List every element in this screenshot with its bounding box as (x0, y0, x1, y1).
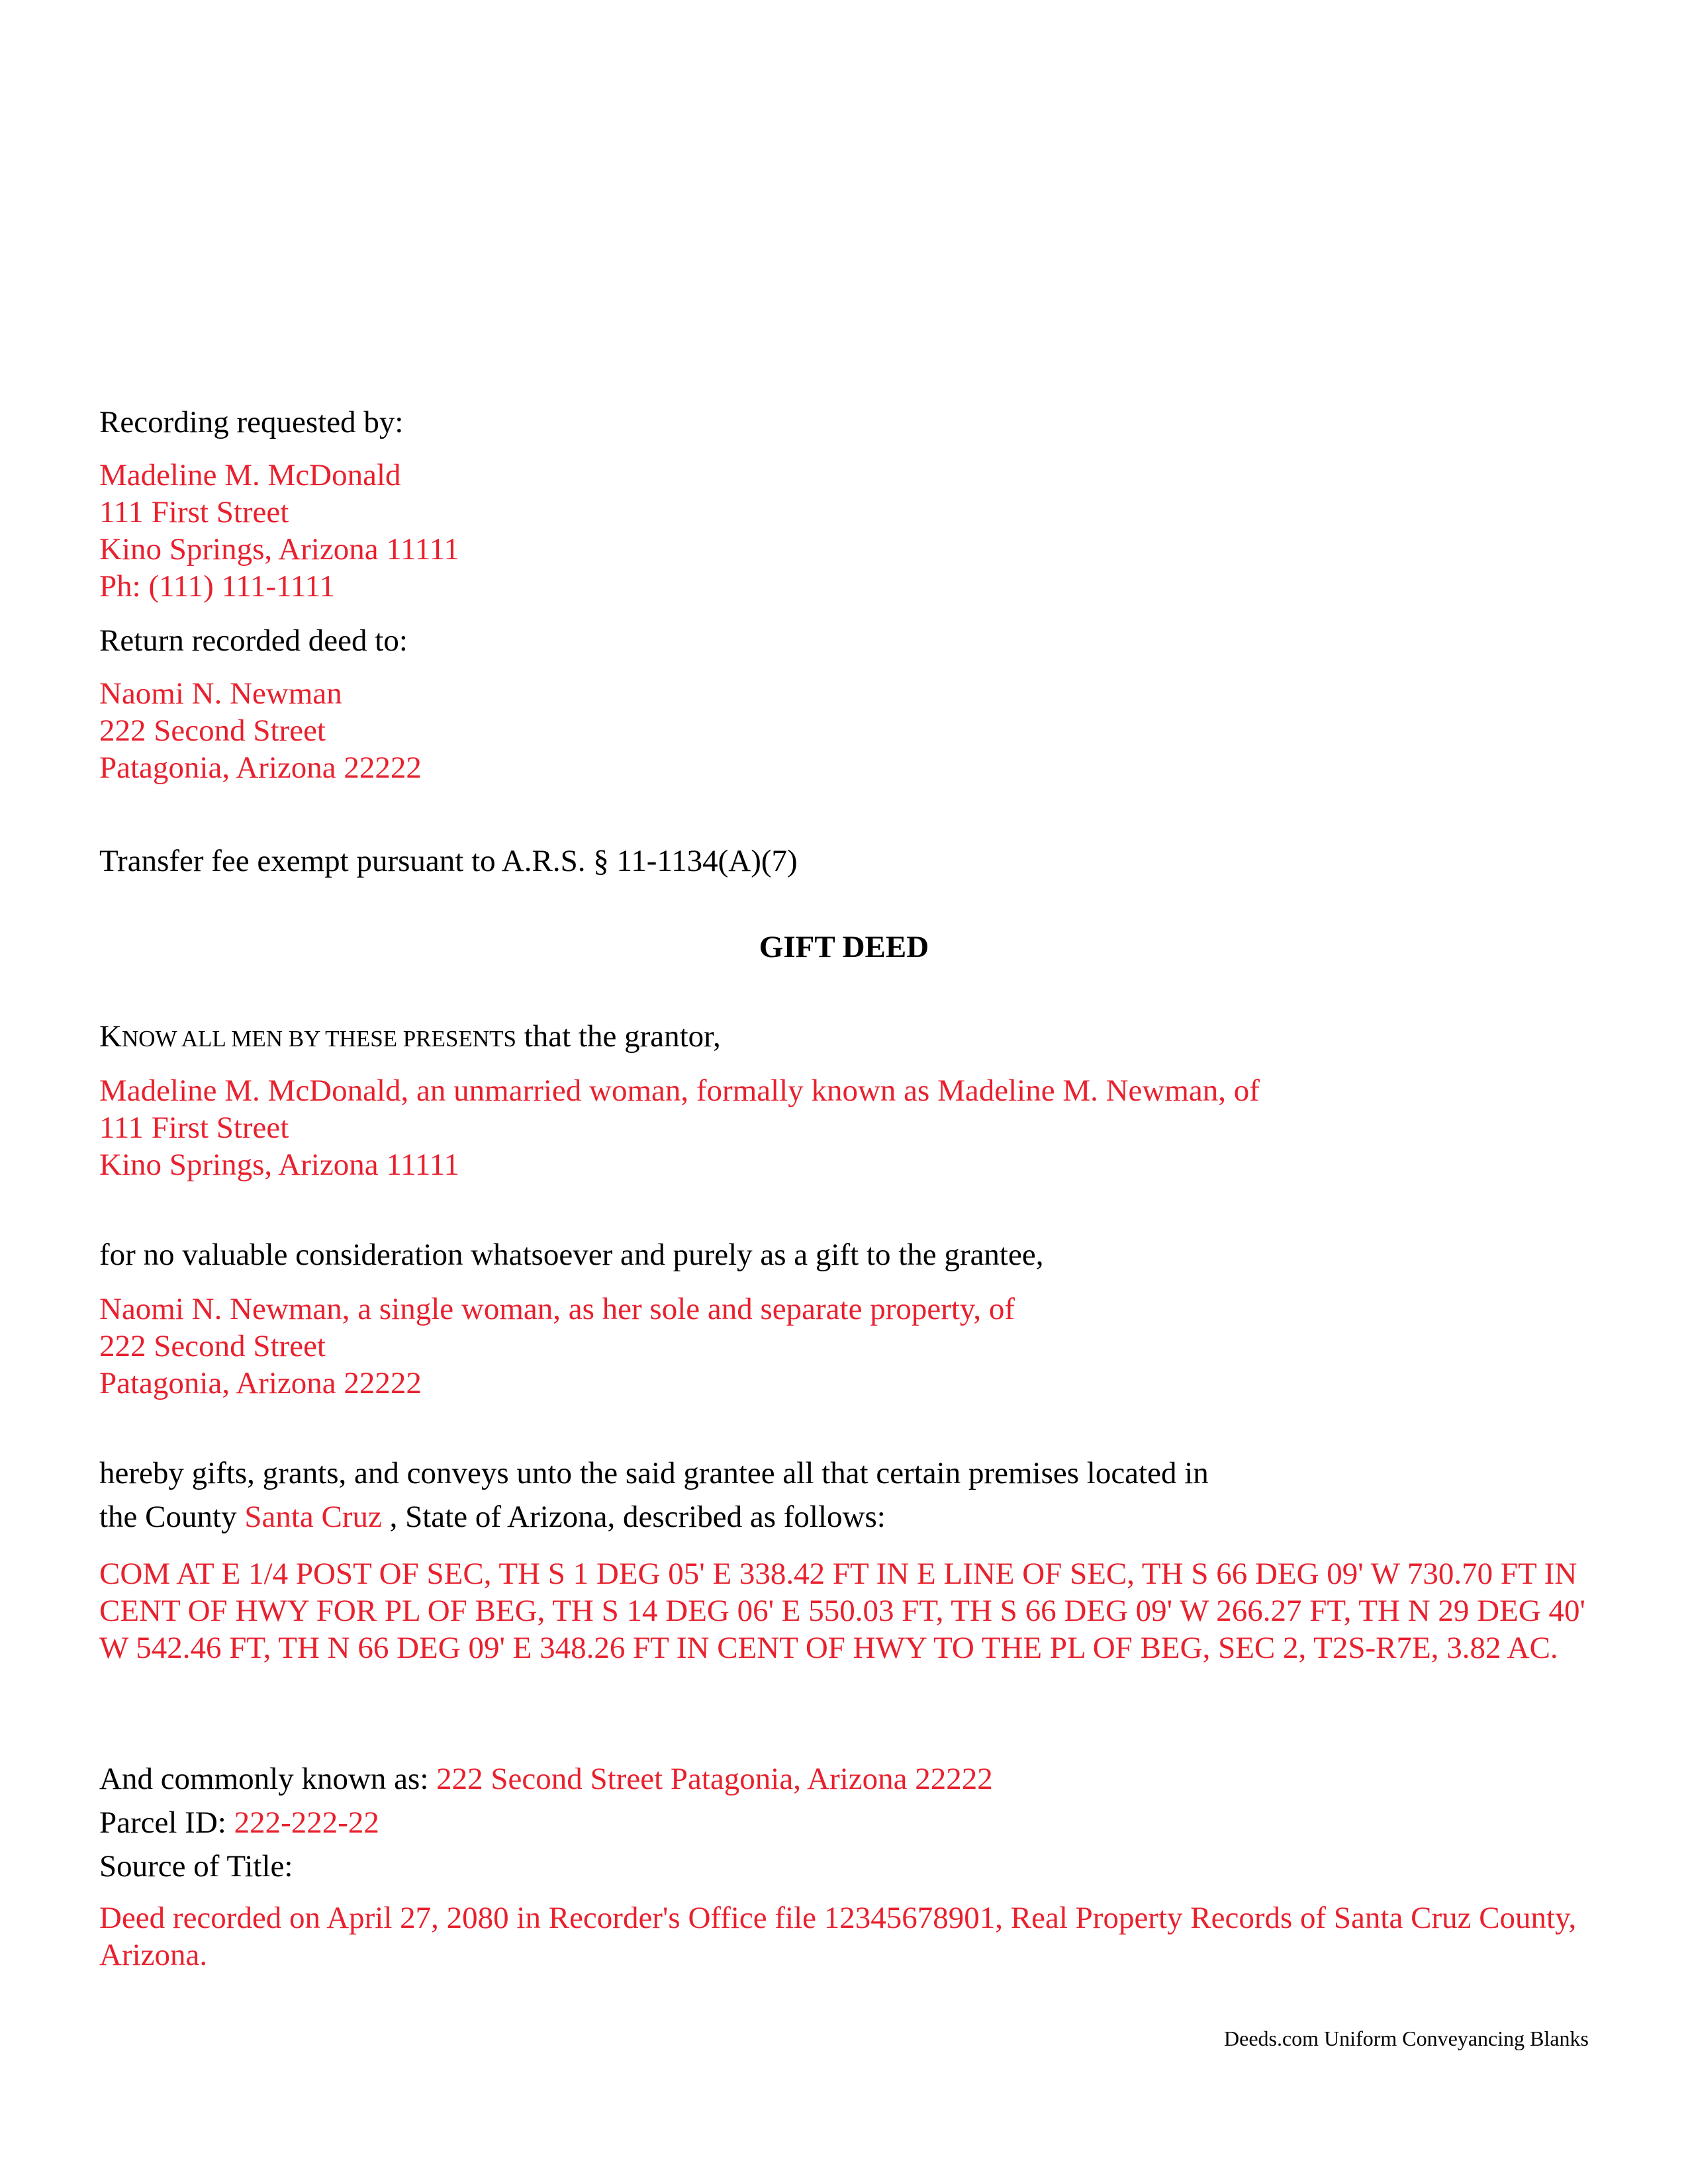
requester-phone: Ph: (111) 111-1111 (99, 569, 335, 604)
return-name: Naomi N. Newman (99, 676, 342, 711)
consideration-clause: for no valuable consideration whatsoever and purely as a gift to the grantee, (99, 1238, 1044, 1272)
grantee-name: Naomi N. Newman, a single woman, as her sole and separate property, of (99, 1292, 1015, 1326)
legal-description: COM AT E 1/4 POST OF SEC, TH S 1 DEG 05' E 338.42 FT IN E LINE OF SEC, TH S 66 DEG 09' W 730.70 FT IN CENT OF HWY FOR PL OF BEG, TH S 14 DEG 06' E 550.03 FT, TH S 66 DEG 09' W 266.27 FT, TH N 29 DEG 40' W 542.46 FT, TH N 66 DEG 09' E 348.26 FT IN CENT OF HWY TO THE PL OF BEG, SEC 2, T2S-R7E, 3.82 AC. (99, 1557, 1585, 1665)
transfer-fee-statement: Transfer fee exempt pursuant to A.R.S. § 11-1134(A)(7) (99, 844, 798, 878)
know-all-men-clause (99, 1018, 721, 1058)
parcel-id-line (99, 1804, 379, 1841)
commonly-known-label: And commonly known as: (99, 1762, 437, 1796)
county-line (99, 1498, 886, 1535)
county-suffix: , State of Arizona, described as follows: (381, 1500, 886, 1534)
grantee-block (99, 1291, 1015, 1402)
parcel-id-label: Parcel ID: (99, 1805, 234, 1840)
recording-requested-label: Recording requested by: (99, 405, 404, 439)
commonly-known-value: 222 Second Street Patagonia, Arizona 22222 (436, 1762, 993, 1796)
source-of-title-value: Deed recorded on April 27, 2080 in Recorder's Office file 12345678901, Real Property Records of Santa Cruz County, Arizona. (99, 1901, 1577, 1972)
grantor-name: Madeline M. McDonald, an unmarried woman, formally known as Madeline M. Newman, of (99, 1073, 1260, 1108)
grantor-street: 111 First Street (99, 1111, 289, 1145)
conveys-clause: hereby gifts, grants, and conveys unto the said grantee all that certain premises located in (99, 1456, 1209, 1490)
grantee-street: 222 Second Street (99, 1329, 326, 1363)
know-initial: K (99, 1019, 122, 1054)
return-street: 222 Second Street (99, 713, 326, 748)
parcel-id-value: 222-222-22 (234, 1805, 379, 1840)
return-to-label: Return recorded deed to: (99, 623, 408, 658)
return-city: Patagonia, Arizona 22222 (99, 751, 422, 785)
requester-city: Kino Springs, Arizona 11111 (99, 532, 459, 567)
requester-street: 111 First Street (99, 495, 289, 529)
grantor-block (99, 1072, 1260, 1183)
footer-credit: Deeds.com Uniform Conveyancing Blanks (1224, 2026, 1589, 2050)
grantee-city: Patagonia, Arizona 22222 (99, 1366, 422, 1400)
return-address-block (99, 675, 422, 786)
document-title: GIFT DEED (759, 930, 929, 964)
know-rest: that the grantor, (516, 1019, 721, 1054)
grantor-city: Kino Springs, Arizona 11111 (99, 1148, 459, 1182)
know-small-caps: NOW ALL MEN BY THESE PRESENTS (121, 1026, 516, 1052)
requester-address-block (99, 457, 459, 605)
requester-name: Madeline M. McDonald (99, 458, 401, 492)
source-of-title-label: Source of Title: (99, 1849, 293, 1884)
county-prefix: the County (99, 1500, 245, 1534)
commonly-known-line (99, 1760, 993, 1797)
county-value: Santa Cruz (244, 1500, 382, 1534)
